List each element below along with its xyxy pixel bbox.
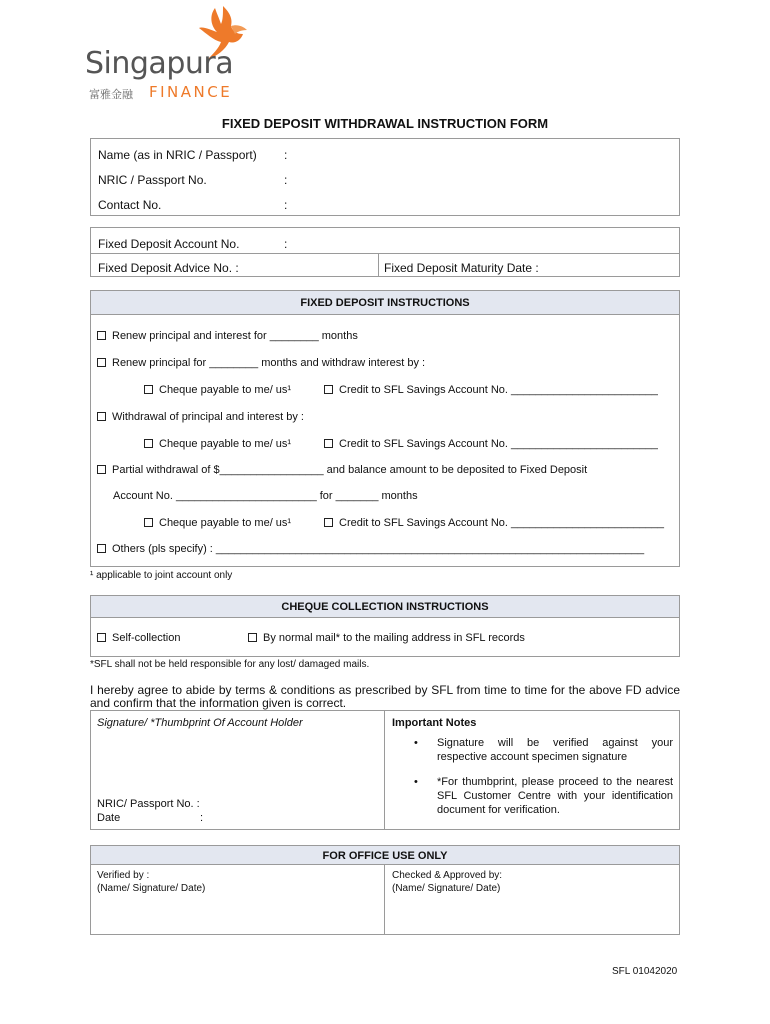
finance-word: FINANCE <box>149 83 233 101</box>
option-normal-mail[interactable]: By normal mail* to the mailing address in SFL records <box>248 632 525 644</box>
checkbox[interactable] <box>97 544 106 553</box>
checkbox[interactable] <box>144 439 153 448</box>
name-label: Name (as in NRIC / Passport) <box>98 148 257 162</box>
account-row-divider <box>91 253 679 254</box>
fd-advice-label: Fixed Deposit Advice No. : <box>98 261 239 275</box>
checkbox[interactable] <box>144 385 153 394</box>
mail-disclaimer: *SFL shall not be held responsible for any lost/ damaged mails. <box>90 659 370 670</box>
option-withdraw-all[interactable]: Withdrawal of principal and interest by : <box>97 411 304 423</box>
option-credit-c[interactable]: Credit to SFL Savings Account No. _________________________ <box>324 517 664 529</box>
brand-name: Singapura <box>85 46 234 81</box>
checkbox[interactable] <box>97 331 106 340</box>
verified-by-label: Verified by : <box>97 870 150 881</box>
office-col-divider <box>384 865 385 934</box>
note2-line1: *For thumbprint, please proceed to the nearest <box>437 776 673 788</box>
checkbox[interactable] <box>97 633 106 642</box>
note2-bullet: • <box>414 776 418 788</box>
checkbox[interactable] <box>97 412 106 421</box>
instructions-header: FIXED DEPOSIT INSTRUCTIONS <box>91 291 679 315</box>
verified-by-sub: (Name/ Signature/ Date) <box>97 883 206 894</box>
option-cheque-b[interactable]: Cheque payable to me/ us¹ <box>144 438 291 450</box>
checkbox[interactable] <box>144 518 153 527</box>
signature-date-label: Date <box>97 812 121 824</box>
fd-maturity-label: Fixed Deposit Maturity Date : <box>384 261 539 275</box>
option-credit-b[interactable]: Credit to SFL Savings Account No. ________________________ <box>324 438 658 450</box>
cheque-collection-header: CHEQUE COLLECTION INSTRUCTIONS <box>91 596 679 618</box>
option-credit-a[interactable]: Credit to SFL Savings Account No. ________________________ <box>324 384 658 396</box>
fd-account-colon: : <box>284 237 288 251</box>
nric-label: NRIC / Passport No. <box>98 173 207 187</box>
checkbox[interactable] <box>97 358 106 367</box>
signature-col-divider <box>384 711 385 829</box>
checked-by-sub: (Name/ Signature/ Date) <box>392 883 501 894</box>
signature-label: Signature/ *Thumbprint Of Account Holder <box>97 717 303 729</box>
account-col-divider <box>378 254 379 276</box>
agreement-text: I hereby agree to abide by terms & conditions as prescribed by SFL from time to time for the above FD advice and confirm that the information given is correct. <box>90 683 680 710</box>
contact-label: Contact No. <box>98 198 162 212</box>
joint-account-footnote: ¹ applicable to joint account only <box>90 570 233 581</box>
nric-colon: : <box>284 173 288 187</box>
office-use-header: FOR OFFICE USE ONLY <box>91 846 679 865</box>
checkbox[interactable] <box>324 518 333 527</box>
note1-line1: Signature will be verified against your <box>437 737 673 749</box>
contact-colon: : <box>284 198 288 212</box>
option-renew-all[interactable]: Renew principal and interest for ________ months <box>97 330 358 342</box>
note1-line2: respective account specimen signature <box>437 751 628 763</box>
note2-line3: document for verification. <box>437 804 560 816</box>
note1-bullet: • <box>414 737 418 749</box>
chinese-name: 富雅金融 <box>89 88 133 101</box>
option-others[interactable]: Others (pls specify) : ______________________________________________________________________ <box>97 543 644 555</box>
name-colon: : <box>284 148 288 162</box>
checkbox[interactable] <box>248 633 257 642</box>
fd-account-label: Fixed Deposit Account No. <box>98 237 240 251</box>
signature-nric-label: NRIC/ Passport No. : <box>97 798 200 810</box>
note2-line2: SFL Customer Centre with your identification <box>437 790 673 802</box>
logo <box>85 4 245 104</box>
checkbox[interactable] <box>324 439 333 448</box>
signature-date-colon: : <box>200 812 204 824</box>
form-code: SFL 01042020 <box>612 966 678 977</box>
option-renew-principal[interactable]: Renew principal for ________ months and withdraw interest by : <box>97 357 425 369</box>
page-title: FIXED DEPOSIT WITHDRAWAL INSTRUCTION FORM <box>221 116 549 131</box>
checked-by-label: Checked & Approved by: <box>392 870 503 881</box>
option-partial-withdrawal[interactable]: Partial withdrawal of $_________________ and balance amount to be deposited to Fixed Deposit <box>97 464 587 476</box>
option-self-collection[interactable]: Self-collection <box>97 632 180 644</box>
checkbox[interactable] <box>97 465 106 474</box>
important-notes-title: Important Notes <box>392 717 477 729</box>
option-cheque-a[interactable]: Cheque payable to me/ us¹ <box>144 384 291 396</box>
option-cheque-c[interactable]: Cheque payable to me/ us¹ <box>144 517 291 529</box>
partial-withdrawal-account-line: Account No. _______________________ for _______ months <box>113 490 418 502</box>
checkbox[interactable] <box>324 385 333 394</box>
